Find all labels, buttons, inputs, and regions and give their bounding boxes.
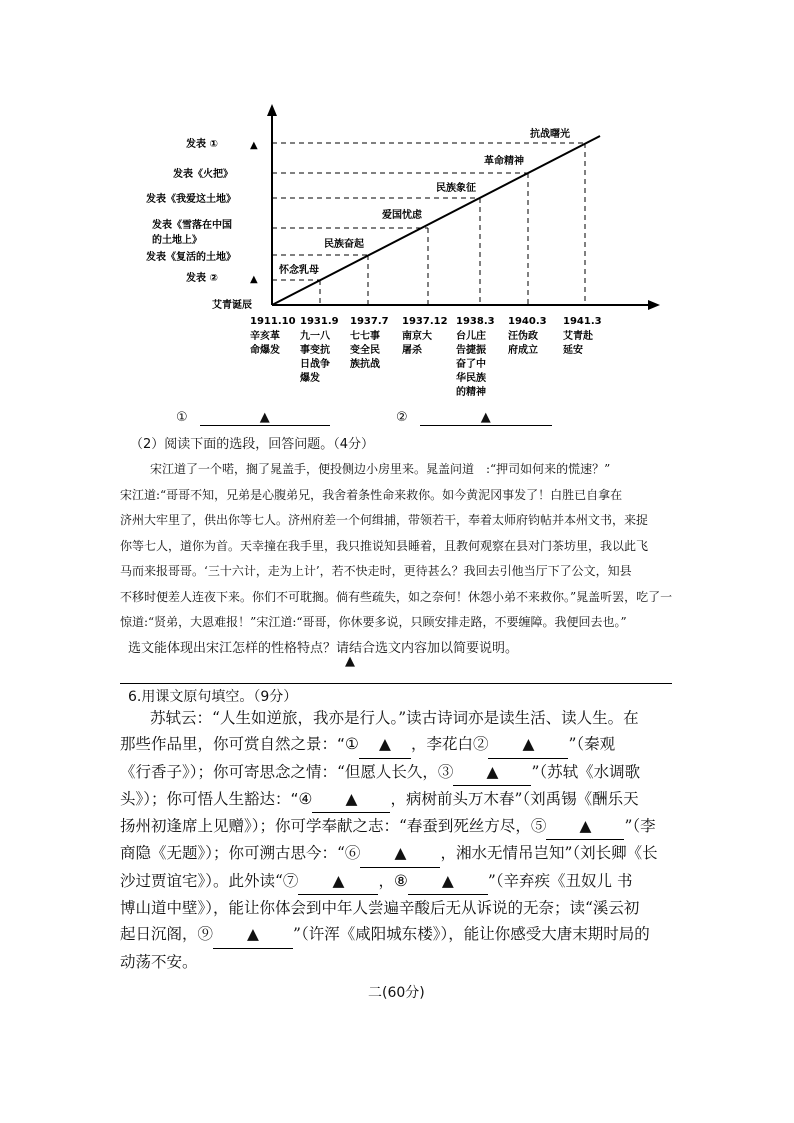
- event-2-line: 日战争: [300, 359, 330, 370]
- passage-line: 不移时便差人连夜下来。你们不可耽搁。倘有些疏失，如之奈何！休怨小弟不来救你。”晁盖听罢，吃了一: [120, 589, 673, 604]
- q2-passage: [120, 457, 680, 636]
- event-5-line: 奋了中: [456, 359, 486, 370]
- line-label-5: 民族奋起: [324, 239, 364, 250]
- answer-label-1: ①: [176, 410, 188, 425]
- left-label-5: 的土地上》: [152, 235, 202, 246]
- answer-label-2: ②: [395, 410, 408, 425]
- answer-blank-1[interactable]: ▲: [200, 410, 330, 426]
- blank-7[interactable]: ▲: [298, 868, 378, 895]
- answer-blank-2[interactable]: ▲: [420, 410, 552, 426]
- answer-blanks: [176, 410, 552, 426]
- date-5: 1938.3: [456, 316, 495, 327]
- line-label-3: 民族象征: [436, 183, 476, 194]
- date-1: 1911.10: [250, 316, 296, 327]
- date-3: 1937.7: [350, 316, 389, 327]
- line-label-4: 爱国忧虑: [382, 210, 422, 221]
- answer-mark: ▲: [345, 654, 355, 669]
- event-7-line: 延安: [563, 345, 583, 356]
- line-label-1: 抗战曙光: [530, 129, 570, 140]
- event-4-line: 南京大: [402, 331, 432, 342]
- event-6-line: 汪伪政: [508, 331, 538, 342]
- event-5-line: 告捷振: [456, 345, 486, 356]
- triangle-mark: ▲: [250, 274, 258, 285]
- event-2-line: 爆发: [300, 373, 320, 384]
- event-1-line: 辛亥革: [250, 331, 280, 342]
- passage-line: 你等七人，道你为首。天幸撞在我手里，我只推说知县睡着，且教何观察在县对门茶坊里，我以此飞: [120, 538, 649, 553]
- blank-2[interactable]: ▲: [488, 731, 568, 758]
- blank-1[interactable]: ▲: [359, 731, 411, 758]
- q2-heading: （2）阅读下面的选段，回答问题。（4分）: [130, 437, 375, 452]
- left-label-2: 发表《火把》: [173, 169, 233, 180]
- event-5-line: 台儿庄: [456, 331, 486, 342]
- date-2: 1931.9: [300, 316, 339, 327]
- left-label-7: 发表 ②: [186, 273, 218, 284]
- answer-line[interactable]: [120, 683, 672, 684]
- event-3-line: 七七事: [350, 331, 380, 342]
- event-2-line: 九一八: [300, 331, 330, 342]
- passage-line: 惊道:“贤弟，大恩难报！”宋江道:“哥哥，你休要多说，只顾安排走路，不要缠障。我便回去也。”: [120, 615, 627, 629]
- event-6-line: 府成立: [508, 345, 538, 356]
- line-label-2: 革命精神: [484, 156, 524, 167]
- event-3-line: 变全民: [350, 345, 380, 356]
- passage-line: 宋江道了一个喏，搁了晁盖手，便投侧边小房里来。晁盖问道 :“押司如何来的慌速？”: [150, 462, 611, 476]
- section-heading: 二(60分): [368, 985, 425, 1001]
- blank-9[interactable]: ▲: [213, 921, 293, 948]
- blank-3[interactable]: ▲: [453, 759, 531, 786]
- event-5-line: 的精神: [456, 387, 486, 398]
- blank-8[interactable]: ▲: [408, 868, 488, 895]
- q2-question: 选文能体现出宋江怎样的性格特点？请结合选文内容加以简要说明。: [128, 641, 519, 656]
- event-1-line: 命爆发: [250, 345, 280, 356]
- left-label-8: 艾青诞辰: [212, 300, 252, 311]
- blank-4[interactable]: ▲: [312, 786, 390, 813]
- line-label-6: 怀念乳母: [279, 265, 319, 276]
- event-7-line: 艾青赴: [563, 331, 593, 342]
- passage-line: 马而来报哥哥。‘三十六计，走为上计’，若不快走时，更待甚么？我回去引他当厅下了公文，知县: [120, 564, 632, 578]
- event-4-line: 屠杀: [402, 345, 422, 356]
- left-label-1: 发表 ①: [186, 139, 218, 150]
- event-3-line: 族抗战: [350, 359, 380, 370]
- q6-body: 苏轼云：“人生如逆旅，我亦是行人。”读古诗词亦是读生活、读人生。在 那些作品里，你可赏自然之景：“① ▲ ，李花白② ▲ ”（秦观 《行香子》）；你可寄思念之情：“但愿人长久，③ ▲ ”（苏轼《水调歌 头》）；你可悟人生豁达：“④ ▲ ，病树前头万木春”（刘禹锡《酬乐天 扬州初逢席上见赠》）；你可学奉献之志：“春蚕到死丝方尽，⑤ ▲ ”（李 商隐《无题》）；你可溯古思今：“⑥ ▲ ，湘水无情吊岂知”（刘长卿《长 沙过贾谊宅》）。此外读“⑦ ▲ ，⑧ ▲ ”（辛弃疾《丑奴儿 书 博山道中壁》），能让你体会到中年人尝遍辛酸后无从诉说的无奈；读“溪云初 起日沉阁，⑨ ▲ ”（许浑《咸阳城东楼》），能让你感受大唐末期时局的 动荡不安。: [120, 709, 658, 971]
- date-4: 1937.12: [402, 316, 448, 327]
- triangle-mark: ▲: [250, 140, 258, 151]
- date-7: 1941.3: [563, 316, 602, 327]
- date-6: 1940.3: [508, 316, 547, 327]
- passage-line: 宋江道:“哥哥不知，兄弟是心腹弟兄，我舍着条性命来救你。如今黄泥冈事发了！白胜已自拿在: [120, 487, 623, 502]
- left-label-4: 发表《雪落在中国: [152, 220, 232, 231]
- passage-line: 济州大牢里了，供出你等七人。济州府差一个何缉捕，带领若干，奉着太师府钧帖并本州文书，来捉: [120, 513, 649, 527]
- event-2-line: 事变抗: [300, 345, 330, 356]
- blank-6[interactable]: ▲: [360, 840, 440, 867]
- left-label-6: 发表《复活的土地》: [146, 252, 236, 263]
- event-5-line: 华民族: [456, 373, 486, 384]
- blank-5[interactable]: ▲: [546, 813, 624, 840]
- left-label-3: 发表《我爱这土地》: [146, 194, 236, 205]
- q6-title: 6.用课文原句填空。（9分）: [128, 689, 298, 705]
- timeline-diagram: [140, 100, 680, 400]
